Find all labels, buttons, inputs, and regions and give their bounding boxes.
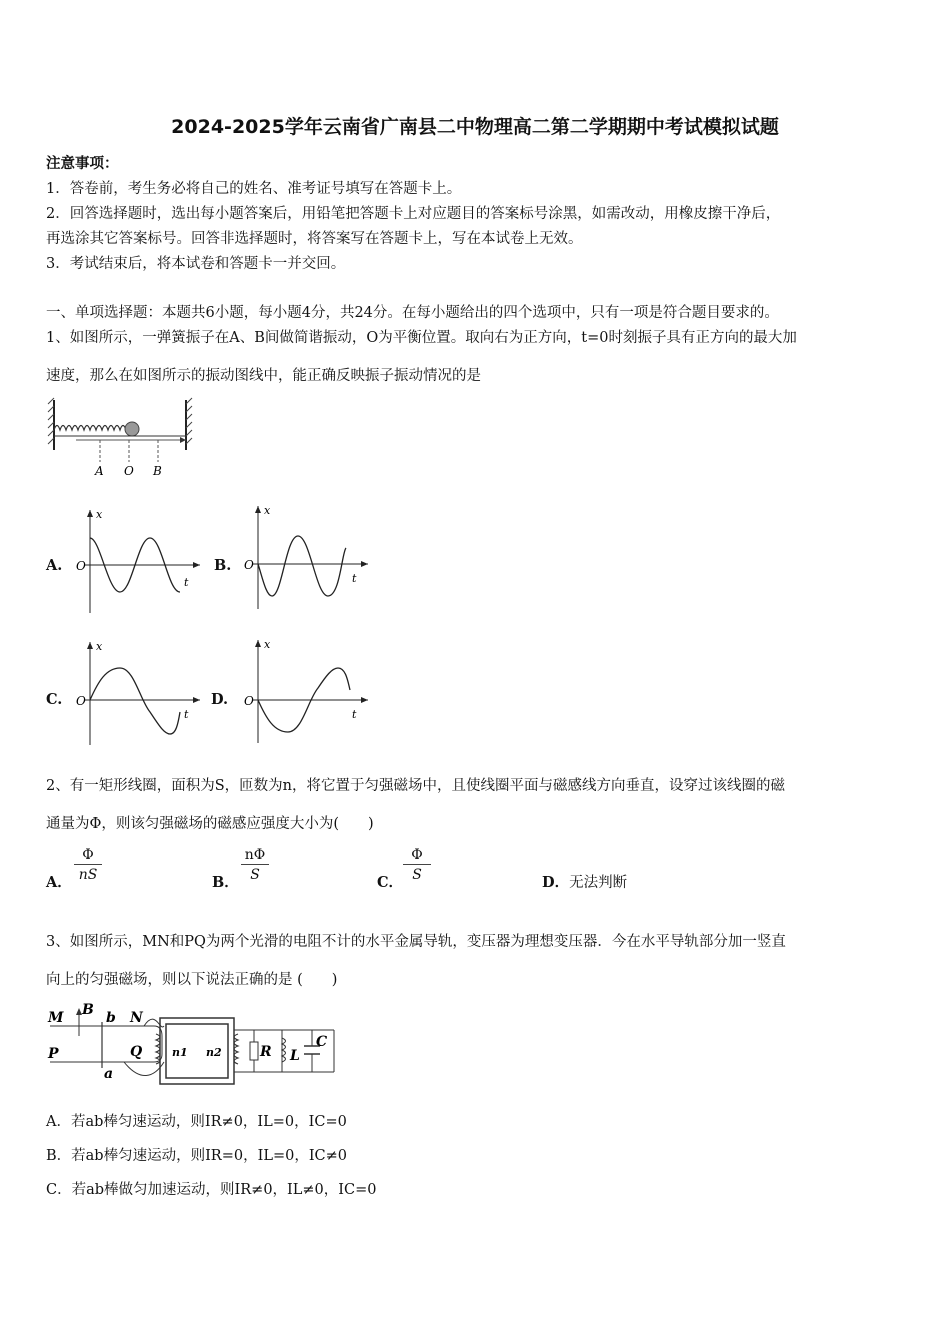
fraction-numerator: Φ	[411, 847, 423, 863]
notice-item: 1．答卷前，考生务必将自己的姓名、准考证号填写在答题卡上。	[46, 181, 462, 197]
axis-x-label: x	[96, 640, 103, 653]
fraction-numerator: Φ	[82, 847, 94, 863]
label-b-field: B	[82, 1002, 94, 1018]
option-label: D．	[542, 874, 570, 891]
q3-stem-line1: 3、如图所示，MN和PQ为两个光滑的电阻不计的水平金属导轨，变压器为理想变压器．今在水平导轨部分加一竖直	[46, 934, 786, 950]
q2-option-b-fraction	[240, 846, 270, 885]
notice-item: 2．回答选择题时，选出每小题答案后，用铅笔把答题卡上对应题目的答案标号涂黑，如需改动，用橡皮擦干净后，	[46, 206, 781, 222]
axis-x-label: x	[264, 504, 271, 517]
transformer-circuit-figure	[44, 1000, 344, 1096]
fraction-denominator: nS	[78, 867, 98, 883]
notice-item: 3．考试结束后，将本试卷和答题卡一并交回。	[46, 256, 346, 272]
q3-option-b[interactable]: B．若ab棒匀速运动，则IR=0，IL=0，IC≠0	[46, 1148, 348, 1164]
q1-stem-line2: 速度，那么在如图所示的振动图线中，能正确反映振子振动情况的是	[46, 368, 481, 384]
axis-t-label: t	[352, 708, 357, 721]
origin-label: O	[76, 559, 86, 573]
q3-option-a[interactable]: A．若ab棒匀速运动，则IR≠0，IL=0，IC=0	[46, 1114, 347, 1130]
fraction-denominator: S	[250, 867, 260, 883]
axis-x-label: x	[264, 638, 271, 651]
spring-label-a: A	[95, 464, 104, 478]
q2-option-a-fraction	[73, 846, 103, 885]
spring-oscillator-figure	[46, 398, 196, 480]
q1-graph-b	[242, 504, 372, 612]
q1-option-a[interactable]: A.	[46, 557, 63, 574]
q2-option-b[interactable]: B．	[212, 874, 239, 891]
page-title: 2024-2025学年云南省广南县二中物理高二第二学期期中考试模拟试题	[171, 116, 779, 138]
q1-option-c[interactable]: C.	[46, 691, 63, 708]
q3-stem-line2: 向上的匀强磁场，则以下说法正确的是 ( )	[46, 972, 338, 988]
axis-t-label: t	[184, 576, 189, 589]
q1-graph-c	[74, 640, 204, 748]
axis-x-label: x	[96, 508, 103, 521]
label-n1: n1	[172, 1046, 188, 1059]
q2-option-d[interactable]	[542, 871, 627, 892]
label-m: M	[48, 1010, 64, 1026]
notice-item: 再选涂其它答案标号。回答非选择题时，将答案写在答题卡上，写在本试卷上无效。	[46, 231, 583, 247]
label-n: N	[130, 1010, 143, 1026]
origin-label: O	[244, 558, 254, 572]
q1-option-d[interactable]: D.	[211, 691, 229, 708]
spring-label-b: B	[153, 464, 162, 478]
q2-stem-line1: 2、有一矩形线圈，面积为S，匝数为n，将它置于匀强磁场中，且使线圈平面与磁感线方向垂直，设穿过该线圈的磁	[46, 778, 785, 794]
label-r: R	[260, 1044, 272, 1060]
axis-t-label: t	[352, 572, 357, 585]
q2-option-c[interactable]: C．	[377, 874, 404, 891]
q1-graph-d	[242, 638, 372, 746]
axis-t-label: t	[184, 708, 189, 721]
label-p: P	[48, 1046, 59, 1062]
fraction-numerator: nΦ	[244, 847, 266, 863]
q3-option-c[interactable]: C．若ab棒做匀加速运动，则IR≠0，IL≠0，IC=0	[46, 1182, 377, 1198]
spring-label-o: O	[124, 464, 134, 478]
q2-stem-line2: 通量为Φ，则该匀强磁场的磁感应强度大小为( )	[46, 816, 374, 832]
label-q: Q	[130, 1044, 143, 1060]
label-b-end: b	[106, 1010, 116, 1026]
q1-stem-line1: 1、如图所示，一弹簧振子在A、B间做简谐振动，O为平衡位置。取向右为正方向，t=0时刻振子具有正方向的最大加	[46, 330, 797, 346]
q2-option-c-fraction	[402, 846, 432, 885]
section-heading: 一、单项选择题：本题共6小题，每小题4分，共24分。在每小题给出的四个选项中，只有一项是符合题目要求的。	[46, 305, 779, 321]
q1-graph-a	[74, 508, 204, 616]
q2-option-a[interactable]: A．	[46, 874, 72, 891]
fraction-denominator: S	[412, 867, 422, 883]
label-l: L	[290, 1048, 300, 1064]
notice-heading: 注意事项：	[46, 155, 119, 172]
label-c: C	[316, 1034, 328, 1050]
label-a-end: a	[104, 1066, 114, 1082]
q1-option-b[interactable]: B.	[214, 557, 232, 574]
label-n2: n2	[206, 1046, 222, 1059]
option-text: 无法判断	[569, 875, 628, 891]
origin-label: O	[76, 694, 86, 708]
origin-label: O	[244, 694, 254, 708]
